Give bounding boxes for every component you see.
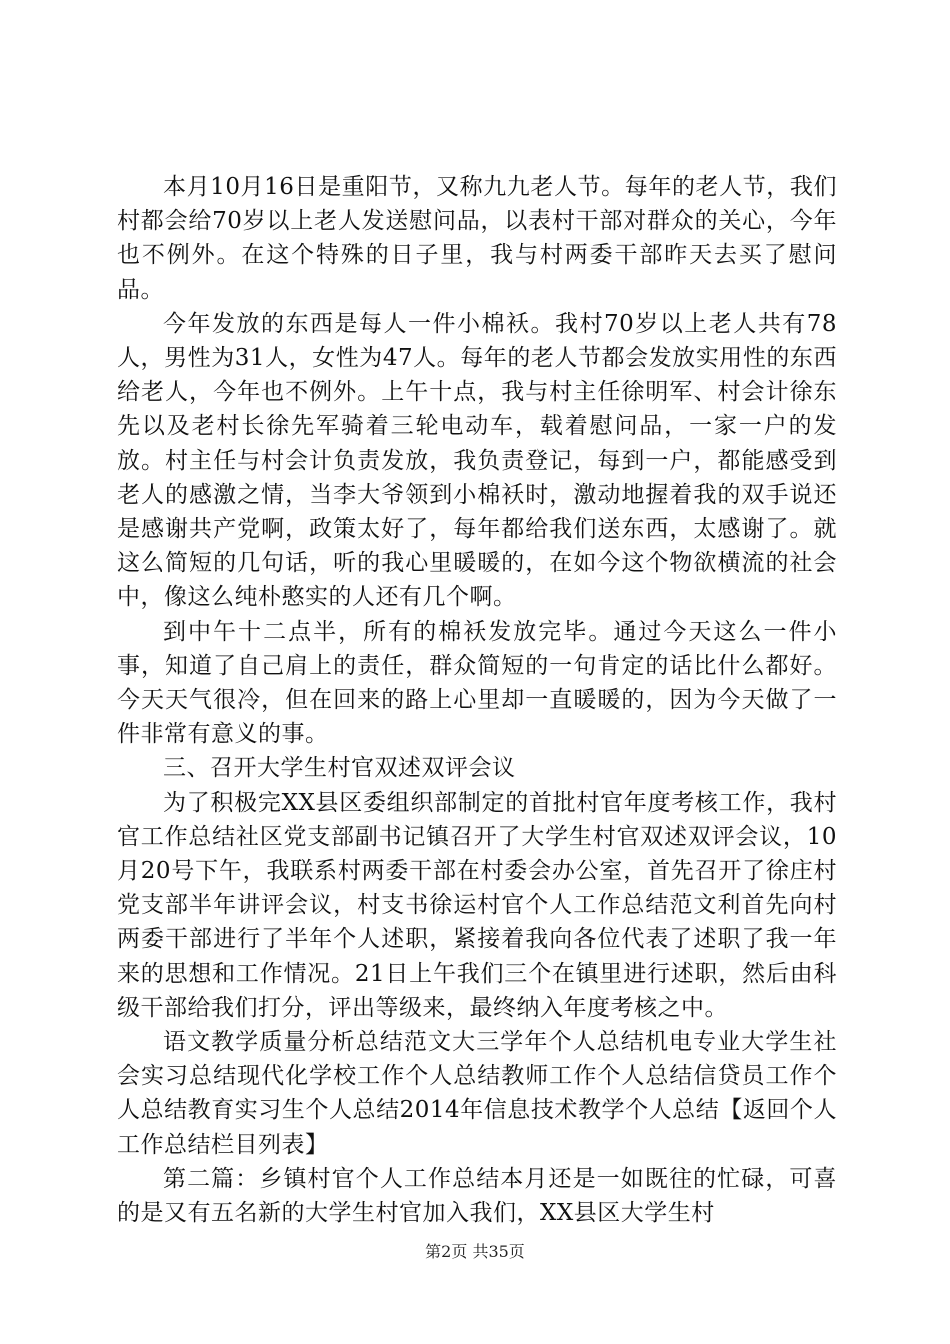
paragraph-cotton-jacket-distribution: 今年发放的东西是每人一件小棉袄。我村70岁以上老人共有78人，男性为31人，女性为47人。每年的老人节都会发放实用性的东西给老人，今年也不例外。上午十点，我与村主任徐明军、村会计徐东先以及老村长徐先军骑着三轮电动车，载着慰问品，一家一户的发放。村主任与村会计负责发放，我负责登记，每到一户，都能感受到老人的感激之情，当李大爷领到小棉袄时，激动地握着我的双手说还是感谢共产党啊，政策太好了，每年都给我们送东西，太感谢了。就这么简短的几句话，听的我心里暖暖的，在如今这个物欲横流的社会中，像这么纯朴憨实的人还有几个啊。 (117, 310, 837, 611)
section-heading-review-meeting: 三、召开大学生村官双述双评会议 (163, 755, 516, 782)
document-body (117, 170, 837, 1230)
paragraph-second-article: 第二篇：乡镇村官个人工作总结本月还是一如既往的忙碌，可喜的是又有五名新的大学生村官加入我们，XX县区大学生村 (117, 1165, 837, 1227)
paragraph-related-links: 语文教学质量分析总结范文大三学年个人总结机电专业大学生社会实习总结现代化学校工作个人总结教师工作个人总结信贷员工作个人总结教育实习生个人总结2014年信息技术教学个人总结【返回个人工作总结栏目列表】 (117, 1029, 837, 1158)
paragraph-double-ninth-festival: 本月10月16日是重阳节，又称九九老人节。每年的老人节，我们村都会给70岁以上老人发送慰问品，以表村干部对群众的关心，今年也不例外。在这个特殊的日子里，我与村两委干部昨天去买了慰问品。 (117, 174, 837, 303)
paragraph-distribution-finished: 到中午十二点半，所有的棉袄发放完毕。通过今天这么一件小事，知道了自己肩上的责任，群众简短的一句肯定的话比什么都好。今天天气很冷，但在回来的路上心里却一直暖暖的，因为今天做了一件非常有意义的事。 (117, 618, 837, 748)
page-number-footer: 第2页 共35页 (425, 1242, 525, 1261)
paragraph-review-meeting: 为了积极完XX县区委组织部制定的首批村官年度考核工作，我村官工作总结社区党支部副书记镇召开了大学生村官双述双评会议，10月20号下午，我联系村两委干部在村委会办公室，首先召开了徐庄村党支部半年讲评会议，村支书徐运村官个人工作总结范文利首先向村两委干部进行了半年个人述职，紧接着我向各位代表了述职了我一年来的思想和工作情况。21日上午我们三个在镇里进行述职，然后由科级干部给我们打分，评出等级来，最终纳入年度考核之中。 (117, 789, 837, 1021)
